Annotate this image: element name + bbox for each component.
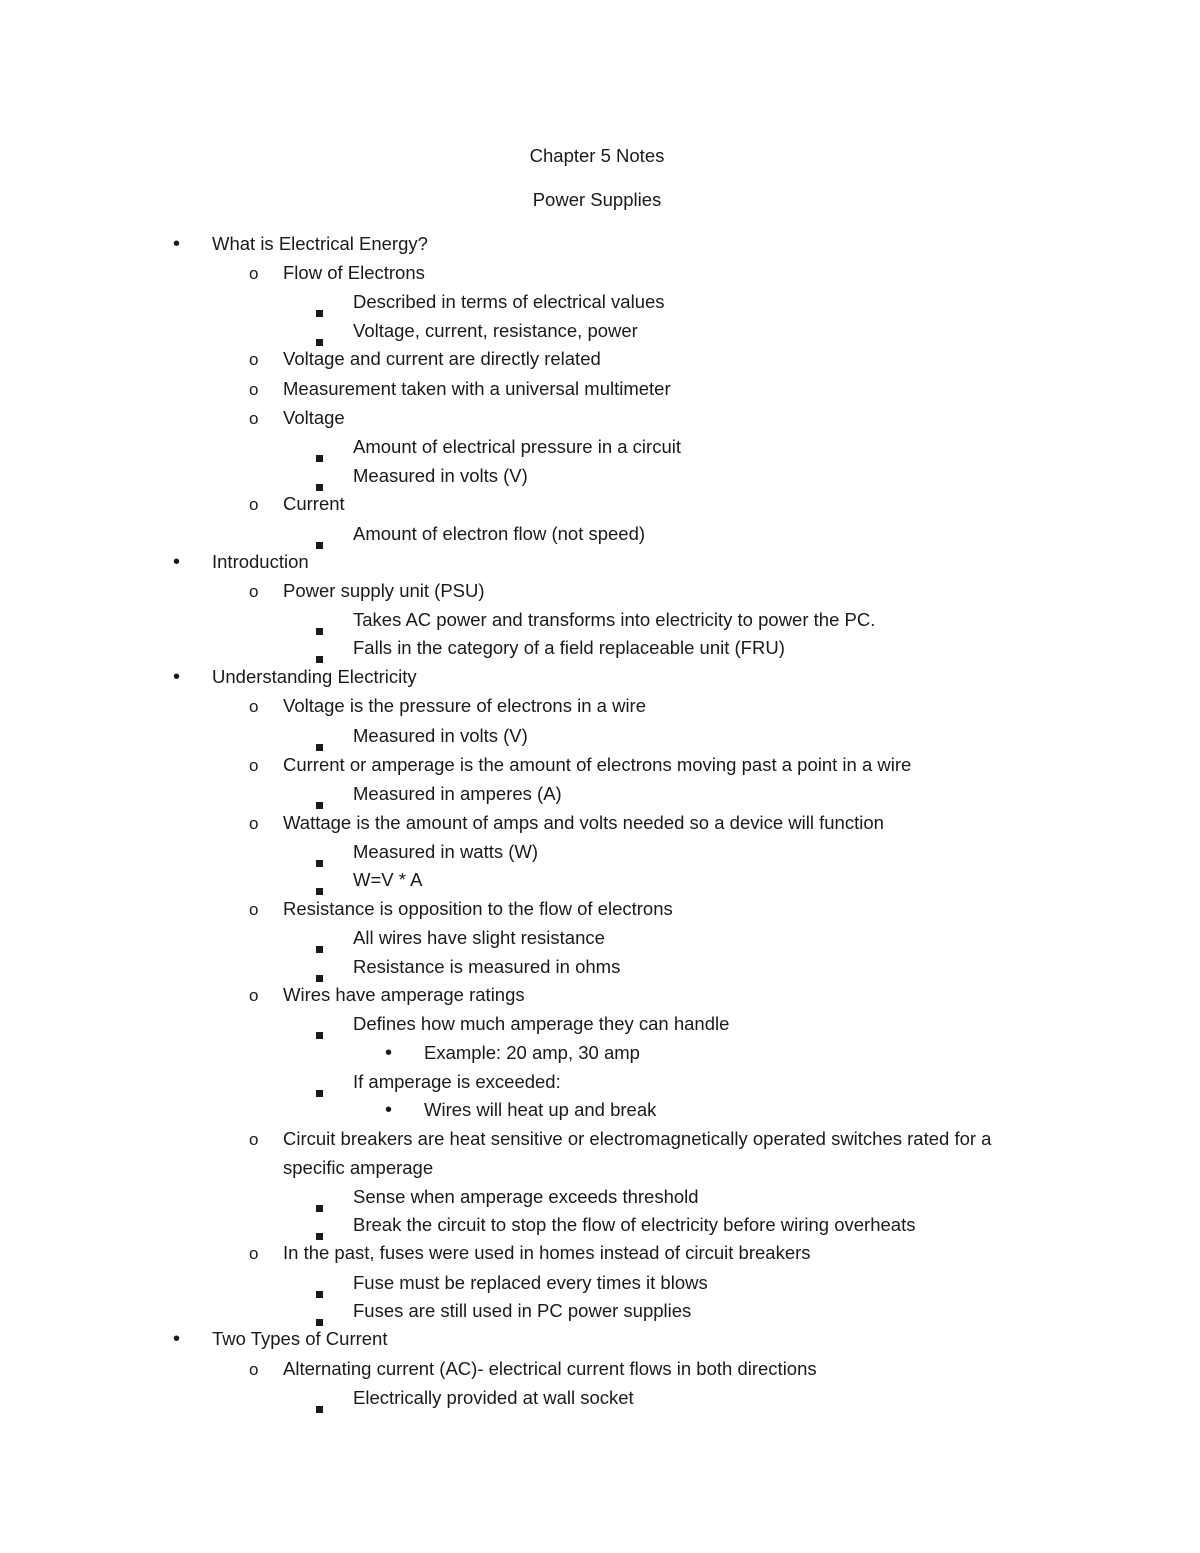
square-bullet-icon bbox=[316, 849, 323, 873]
outline-text: Wires have amperage ratings bbox=[283, 984, 525, 1005]
outline-text: W=V * A bbox=[353, 869, 423, 890]
outline-text: Understanding Electricity bbox=[212, 666, 417, 687]
circle-bullet-icon: o bbox=[249, 900, 259, 919]
square-bullet-icon bbox=[316, 1021, 323, 1045]
square-bullet-icon bbox=[316, 935, 323, 959]
outline-text: Current bbox=[283, 493, 345, 514]
outline-text: Wires will heat up and break bbox=[424, 1099, 657, 1120]
square-bullet-icon bbox=[316, 1079, 323, 1103]
square-bullet-icon bbox=[316, 1395, 323, 1419]
outline-text: Fuses are still used in PC power supplies bbox=[353, 1300, 692, 1321]
outline-text: Wattage is the amount of amps and volts needed so a device will function bbox=[283, 812, 884, 833]
circle-bullet-icon: o bbox=[249, 495, 259, 514]
outline-text: specific amperage bbox=[283, 1157, 434, 1178]
document-subtitle: Power Supplies bbox=[532, 189, 662, 210]
outline-text: Break the circuit to stop the flow of electricity before wiring overheats bbox=[353, 1214, 916, 1235]
square-bullet-icon bbox=[316, 531, 323, 555]
circle-bullet-icon: o bbox=[249, 1130, 259, 1149]
circle-bullet-icon: o bbox=[249, 697, 259, 716]
outline-text: Power supply unit (PSU) bbox=[283, 580, 485, 601]
outline-text: Voltage is the pressure of electrons in a wire bbox=[283, 695, 646, 716]
circle-bullet-icon: o bbox=[249, 756, 259, 775]
outline-text: Takes AC power and transforms into electricity to power the PC. bbox=[353, 609, 876, 630]
outline-text: Current or amperage is the amount of electrons moving past a point in a wire bbox=[283, 754, 912, 775]
circle-bullet-icon: o bbox=[249, 582, 259, 601]
circle-bullet-icon: o bbox=[249, 409, 259, 428]
circle-bullet-icon: o bbox=[249, 1244, 259, 1263]
square-bullet-icon bbox=[316, 1194, 323, 1218]
square-bullet-icon bbox=[316, 1280, 323, 1304]
outline-text: Fuse must be replaced every times it blows bbox=[353, 1272, 708, 1293]
outline-text: In the past, fuses were used in homes instead of circuit breakers bbox=[283, 1242, 811, 1263]
outline-text: All wires have slight resistance bbox=[353, 927, 605, 948]
outline-text: Sense when amperage exceeds threshold bbox=[353, 1186, 699, 1207]
circle-bullet-icon: o bbox=[249, 264, 259, 283]
outline-text: Voltage bbox=[283, 407, 345, 428]
outline-text: Introduction bbox=[212, 551, 309, 572]
bullet-icon: • bbox=[173, 551, 181, 573]
document-title: Chapter 5 Notes bbox=[529, 145, 665, 166]
outline-text: Example: 20 amp, 30 amp bbox=[424, 1042, 640, 1063]
outline-text: Flow of Electrons bbox=[283, 262, 425, 283]
outline-text: Defines how much amperage they can handle bbox=[353, 1013, 730, 1034]
square-bullet-icon bbox=[316, 444, 323, 468]
square-bullet-icon bbox=[316, 299, 323, 323]
outline-text: Measured in volts (V) bbox=[353, 465, 528, 486]
outline-text: Described in terms of electrical values bbox=[353, 291, 665, 312]
circle-bullet-icon: o bbox=[249, 350, 259, 369]
circle-bullet-icon: o bbox=[249, 1360, 259, 1379]
outline-text: If amperage is exceeded: bbox=[353, 1071, 561, 1092]
outline-text: Amount of electron flow (not speed) bbox=[353, 523, 646, 544]
outline-text: Measured in watts (W) bbox=[353, 841, 539, 862]
outline-text: Two Types of Current bbox=[212, 1328, 388, 1349]
outline-text: Voltage and current are directly related bbox=[283, 348, 601, 369]
outline-text: Electrically provided at wall socket bbox=[353, 1387, 634, 1408]
bullet-icon: • bbox=[385, 1099, 393, 1121]
outline-text: Alternating current (AC)- electrical current flows in both directions bbox=[283, 1358, 817, 1379]
outline-text: What is Electrical Energy? bbox=[212, 233, 428, 254]
outline-text: Measured in amperes (A) bbox=[353, 783, 562, 804]
bullet-icon: • bbox=[173, 1328, 181, 1350]
circle-bullet-icon: o bbox=[249, 380, 259, 399]
circle-bullet-icon: o bbox=[249, 986, 259, 1005]
bullet-icon: • bbox=[173, 233, 181, 255]
square-bullet-icon bbox=[316, 617, 323, 641]
outline-text: Measurement taken with a universal multimeter bbox=[283, 378, 671, 399]
outline-text: Circuit breakers are heat sensitive or electromagnetically operated switches rated for a bbox=[283, 1128, 992, 1149]
outline-text: Amount of electrical pressure in a circuit bbox=[353, 436, 681, 457]
outline-text: Voltage, current, resistance, power bbox=[353, 320, 638, 341]
bullet-icon: • bbox=[173, 666, 181, 688]
circle-bullet-icon: o bbox=[249, 814, 259, 833]
outline-text: Resistance is measured in ohms bbox=[353, 956, 621, 977]
outline-text: Measured in volts (V) bbox=[353, 725, 528, 746]
bullet-icon: • bbox=[385, 1042, 393, 1064]
outline-text: Resistance is opposition to the flow of electrons bbox=[283, 898, 673, 919]
outline-text: Falls in the category of a field replaceable unit (FRU) bbox=[353, 637, 785, 658]
